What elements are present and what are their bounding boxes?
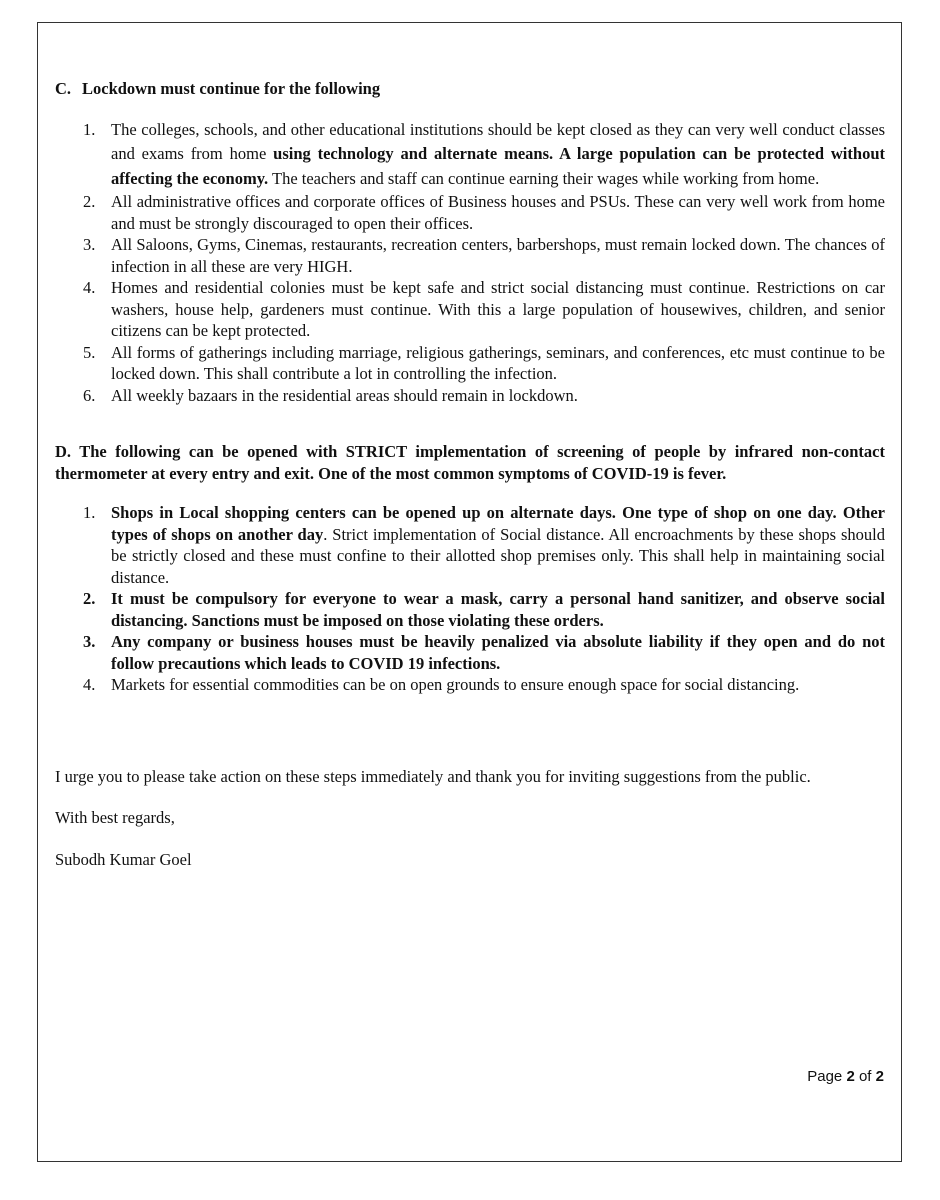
item-text: The teachers and staff can continue earning their wages while working from home. <box>268 168 820 188</box>
section-d-list <box>55 502 885 696</box>
list-number: 1. <box>83 119 96 139</box>
item-text: Markets for essential commodities can be on open grounds to ensure enough space for social distancing. <box>111 675 800 694</box>
item-text: All Saloons, Gyms, Cinemas, restaurants, recreation centers, barbershops, must remain locked down. The chances of infection in all these are very HIGH. <box>111 235 885 276</box>
section-d-item-1 <box>55 502 885 588</box>
list-number: 6. <box>83 385 96 405</box>
signature-name: Subodh Kumar Goel <box>55 849 192 869</box>
list-number: 3. <box>83 235 96 254</box>
page-number <box>807 1068 884 1085</box>
page-label: Page <box>807 1068 843 1085</box>
list-number: 4. <box>83 675 96 694</box>
closing-paragraph: I urge you to please take action on these steps immediately and thank you for inviting suggestions from the public. <box>55 766 811 786</box>
section-c-item-3 <box>55 234 885 277</box>
list-number: 4. <box>83 278 96 297</box>
section-d-item-2 <box>55 588 885 631</box>
item-text-bold: Any company or business houses must be heavily penalized via absolute liability if they open and do not follow precautions which leads to COVID 19 infections. <box>111 632 885 673</box>
item-text-bold: It must be compulsory for everyone to wear a mask, carry a personal hand sanitizer, and observe social distancing. Sanctions must be imposed on those violating these orders. <box>111 589 885 630</box>
section-c-item-1 <box>55 118 885 192</box>
section-c-list <box>55 118 885 407</box>
list-number: 2. <box>83 589 96 608</box>
item-text-bold: using technology and alternate means. A large population can be protected without affecting the economy. <box>111 144 885 188</box>
section-d-item-3 <box>55 631 885 674</box>
list-number: 3. <box>83 632 96 651</box>
item-text: The colleges, schools, and other educational institutions should be kept closed as they can very well conduct classes and exams from home <box>111 119 885 163</box>
section-c-item-6 <box>55 385 885 407</box>
item-text: All weekly bazaars in the residential areas should remain in lockdown. <box>111 385 578 405</box>
section-c-item-5 <box>55 342 885 385</box>
section-c-heading <box>55 78 885 100</box>
section-d-heading: D. The following can be opened with STRICT implementation of screening of people by infrared non-contact thermometer at every entry and exit. One of the most common symptoms of COVID-19 is fever. <box>55 442 885 483</box>
current-page: 2 <box>846 1068 855 1085</box>
page-of-label: of <box>858 1068 872 1085</box>
letter-body <box>55 78 885 870</box>
closing-regards: With best regards, <box>55 808 175 827</box>
section-c-item-2 <box>55 191 885 234</box>
closing-block <box>55 766 885 871</box>
list-number: 5. <box>83 342 96 362</box>
section-c-item-4 <box>55 277 885 342</box>
section-c-title: Lockdown must continue for the following <box>82 79 381 98</box>
section-d-item-4 <box>55 674 885 696</box>
section-c-letter: C. <box>55 79 72 98</box>
item-text: . Strict implementation of Social distance. All encroachments by these shops should be strictly closed and these must confine to their allotted shop premises only. This shall help in maintaining social distance. <box>111 524 886 587</box>
list-number: 1. <box>83 503 96 522</box>
item-text-bold: Shops in Local shopping centers can be opened up on alternate days. One type of shop on one day. Other types of shops on another day <box>111 503 885 544</box>
item-text: All forms of gatherings including marriage, religious gatherings, seminars, and conferences, etc must continue to be locked down. This shall contribute a lot in controlling the infection. <box>111 342 885 383</box>
list-number: 2. <box>83 192 96 211</box>
item-text: All administrative offices and corporate offices of Business houses and PSUs. These can very well work from home and must be strongly discouraged to open their offices. <box>111 192 885 233</box>
total-pages: 2 <box>875 1068 884 1085</box>
item-text: Homes and residential colonies must be kept safe and strict social distancing must continue. Restrictions on car washers, house help, gardeners must continue. With this a large population of housewives, children, and senior citizens can be kept protected. <box>111 278 885 340</box>
